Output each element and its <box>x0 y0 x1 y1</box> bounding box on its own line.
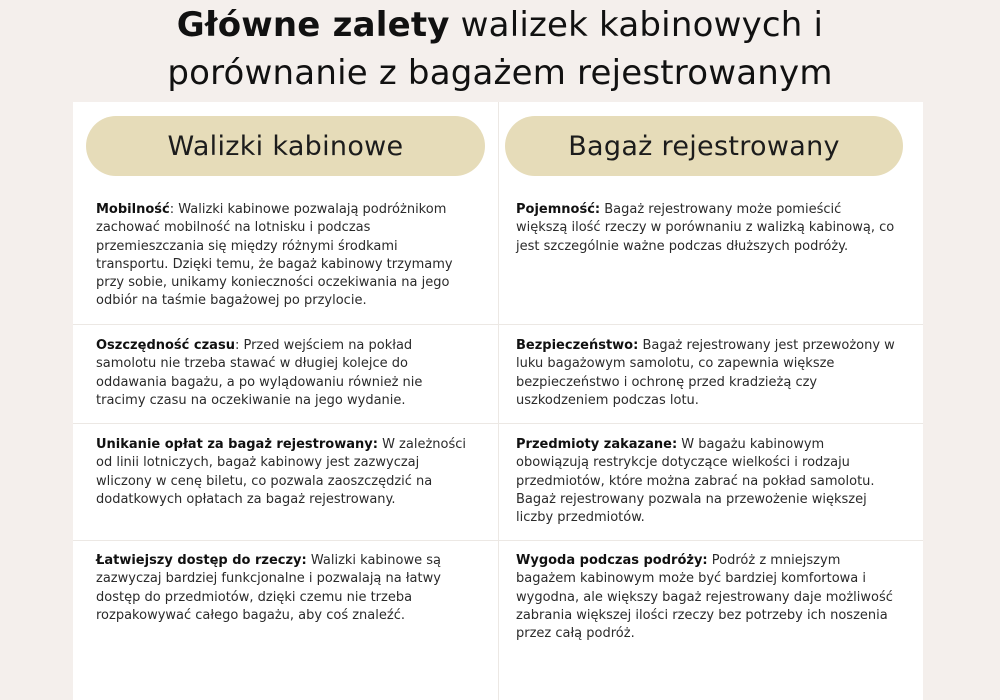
cell-text: Bagaż rejestrowany może pomieścić większą ilość rzeczy w porównaniu z walizką kabinową, co jest szczególnie ważne podczas dłuższych podróży. <box>516 202 895 254</box>
row-divider <box>73 423 498 424</box>
cell-heading: Wygoda podczas podróży: <box>516 553 708 568</box>
cell-heading: Łatwiejszy dostęp do rzeczy: <box>96 553 307 568</box>
cell-text: Podróż z mniejszym bagażem kabinowym może być bardziej komfortowa i wygodna, ale większy bagaż rejestrowany daje możliwość zabrania większej ilości rzeczy bez potrzeby ich noszenia przez całą podróż. <box>516 553 893 642</box>
cabin-luggage-column <box>73 102 498 700</box>
row-divider <box>73 540 498 541</box>
comparison-cell <box>73 201 498 311</box>
title-rest-part: walizek kabinowych i <box>449 5 824 45</box>
comparison-cell <box>499 201 923 256</box>
cell-heading: Bezpieczeństwo: <box>516 338 639 353</box>
comparison-table <box>73 102 923 700</box>
comparison-cell <box>73 552 498 625</box>
comparison-cell <box>499 552 923 643</box>
title-second-line: porównanie z bagażem rejestrowanym <box>167 53 833 93</box>
cell-heading: Pojemność: <box>516 202 601 217</box>
row-divider <box>499 540 923 541</box>
title-bold-part: Główne zalety <box>176 5 450 45</box>
comparison-cell <box>499 337 923 410</box>
cell-text: W bagażu kabinowym obowiązują restrykcje dotyczące wielkości i rodzaju przedmiotów, które można zabrać na pokład samolotu. Bagaż rejestrowany pozwala na przewożenie większej liczby przedmiotów. <box>516 437 875 526</box>
comparison-cell <box>499 436 923 527</box>
row-divider <box>499 324 923 325</box>
checked-luggage-header: Bagaż rejestrowany <box>505 116 903 176</box>
cell-heading: Mobilność <box>96 202 170 217</box>
comparison-cell <box>73 337 498 410</box>
cell-heading: Przedmioty zakazane: <box>516 437 678 452</box>
checked-luggage-column <box>499 102 923 700</box>
cell-text: Bagaż rejestrowany jest przewożony w luku bagażowym samolotu, co zapewnia większe bezpieczeństwo i ochronę przed kradzieżą czy uszkodzeniem podczas lotu. <box>516 338 895 408</box>
cell-text: Walizki kabinowe są zazwyczaj bardziej funkcjonalne i pozwalają na łatwy dostęp do przedmiotów, dzięki czemu nie trzeba rozpakowywać całego bagażu, aby coś znaleźć. <box>96 553 441 623</box>
cell-text: W zależności od linii lotniczych, bagaż kabinowy jest zazwyczaj wliczony w cenę biletu, co pozwala zaoszczędzić na dodatkowych opłatach za bagaż rejestrowany. <box>96 437 467 507</box>
comparison-cell <box>73 436 498 509</box>
row-divider <box>73 324 498 325</box>
cell-text: : Walizki kabinowe pozwalają podróżnikom zachować mobilność na lotnisku i podczas przemieszczania się między różnymi środkami transportu. Dzięki temu, że bagaż kabinowy trzymamy przy sobie, unikamy konieczności oczekiwania na jego odbiór na taśmie bagażowej po przylocie. <box>96 202 453 309</box>
cell-heading: Unikanie opłat za bagaż rejestrowany: <box>96 437 378 452</box>
cabin-luggage-header: Walizki kabinowe <box>86 116 485 176</box>
cell-heading: Oszczędność czasu <box>96 338 235 353</box>
row-divider <box>499 423 923 424</box>
cell-text: : Przed wejściem na pokład samolotu nie trzeba stawać w długiej kolejce do oddawania bagażu, a po wylądowaniu również nie tracimy czasu na oczekiwanie na jego wydanie. <box>96 338 423 408</box>
page-title <box>0 0 1000 97</box>
